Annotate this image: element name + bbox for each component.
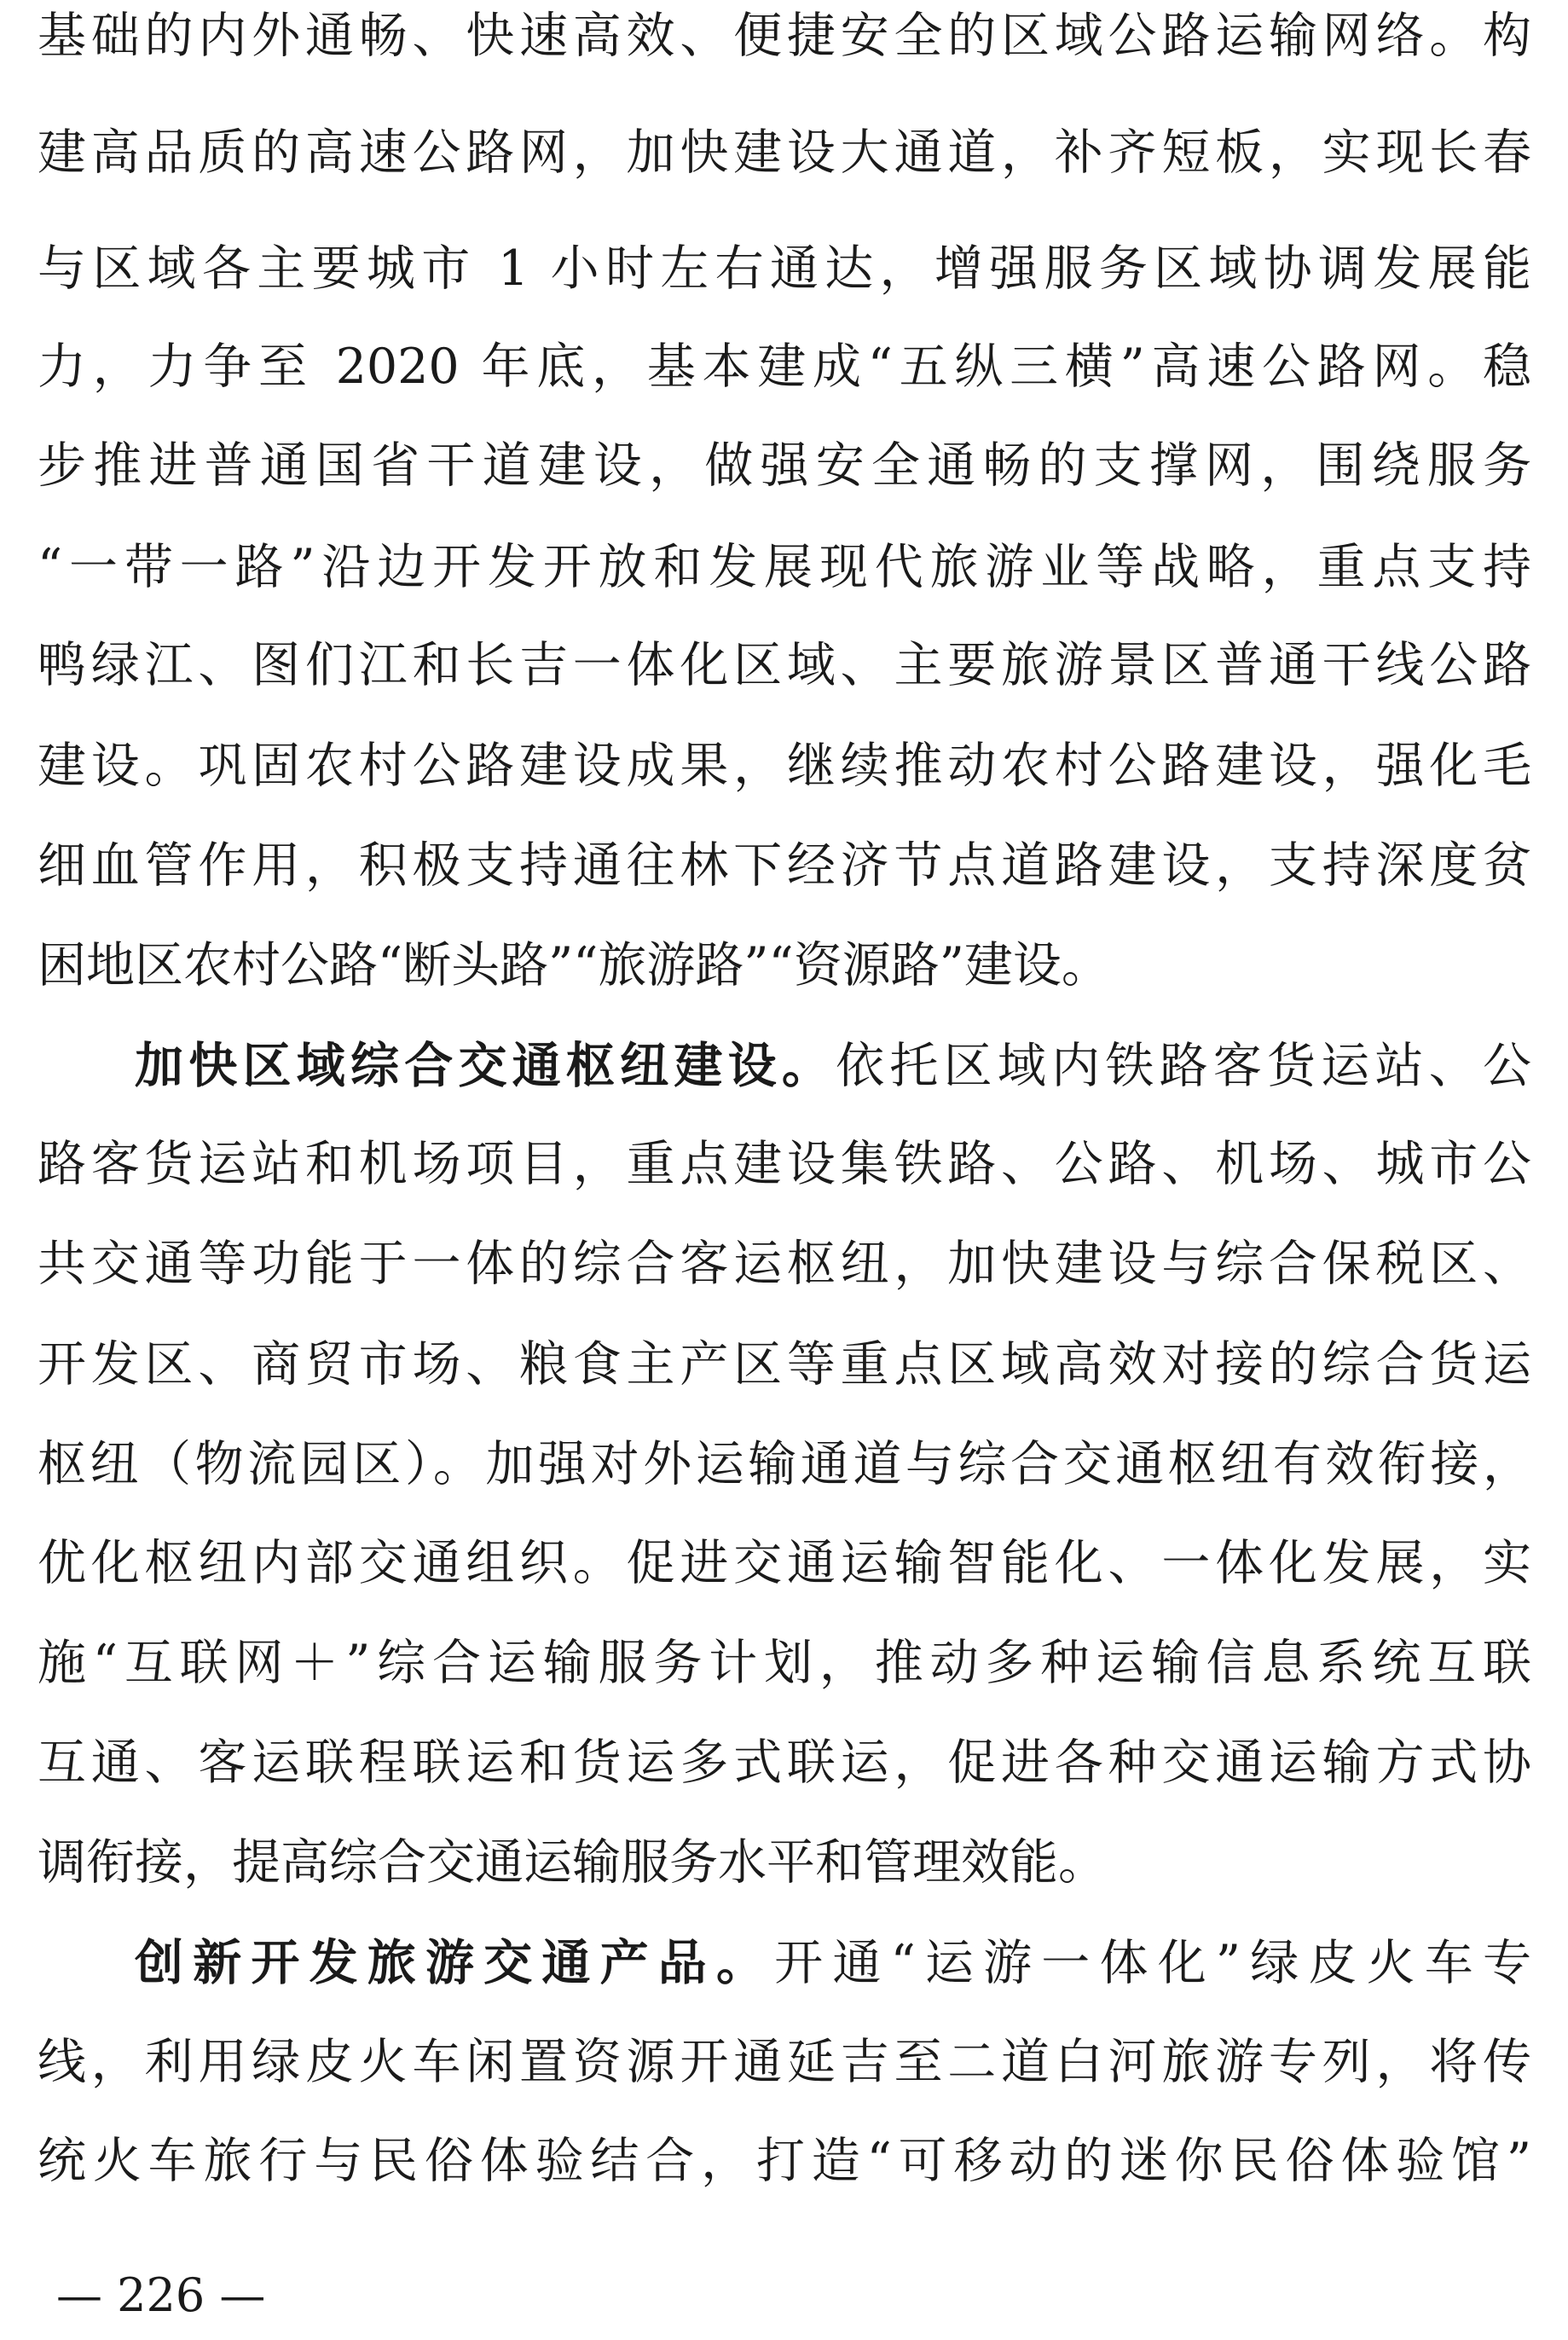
text-line: “一带一路”沿边开发开放和发展现代旅游业等战略，重点支持 [38,539,1531,595]
paragraph-first-line [135,1032,1531,1100]
text-line: 线，利用绿皮火车闲置资源开通延吉至二道白河旅游专列，将传 [38,2034,1531,2090]
text-line: 与区域各主要城市 1 小时左右通达，增强服务区域协调发展能 [38,240,1531,297]
text-line: 互通、客运联程联运和货运多式联运，促进各种交通运输方式协 [38,1735,1531,1791]
text-line: 优化枢纽内部交通组织。促进交通运输智能化、一体化发展，实 [38,1535,1531,1591]
text-line: 统火车旅行与民俗体验结合，打造“可移动的迷你民俗体验馆” [38,2133,1531,2189]
text-line: 共交通等功能于一体的综合客运枢纽，加快建设与综合保税区、 [38,1236,1531,1292]
text-line: 细血管作用，积极支持通往林下经济节点道路建设，支持深度贫 [38,837,1531,894]
text-line: 建设。巩固农村公路建设成果，继续推动农村公路建设，强化毛 [38,738,1531,794]
text-line: 困地区农村公路“断头路”“旅游路”“资源路”建设。 [38,937,1110,993]
text-line: 开发区、商贸市场、粮食主产区等重点区域高效对接的综合货运 [38,1336,1531,1393]
page-number: — 226 — [56,2268,266,2322]
paragraph-heading: 创新开发旅游交通产品。 [135,1935,775,1991]
text-line: 路客货运站和机场项目，重点建设集铁路、公路、机场、城市公 [38,1136,1531,1192]
text-span: 开通“运游一体化”绿皮火车专 [774,1935,1532,1991]
text-line: 基础的内外通畅、快速高效、便捷安全的区域公路运输网络。构 [38,8,1531,64]
text-span: 依托区域内铁路客货运站、公 [836,1038,1532,1094]
text-line: 调衔接，提高综合交通运输服务水平和管理效能。 [38,1834,1107,1891]
text-line: 鸭绿江、图们江和长吉一体化区域、主要旅游景区普通干线公路 [38,637,1531,693]
text-line: 施“互联网＋”综合运输服务计划，推动多种运输信息系统互联 [38,1635,1531,1691]
text-line: 力，力争至 2020 年底，基本建成“五纵三横”高速公路网。稳 [38,339,1531,395]
paragraph-heading: 加快区域综合交通枢纽建设。 [135,1038,836,1094]
text-line: 建高品质的高速公路网，加快建设大通道，补齐短板，实现长春 [38,125,1531,181]
text-line: 枢纽（物流园区）。加强对外运输通道与综合交通枢纽有效衔接， [38,1436,1531,1492]
text-line: 步推进普通国省干道建设，做强安全通畅的支撑网，围绕服务 [38,437,1531,494]
paragraph-first-line [135,1929,1531,1997]
